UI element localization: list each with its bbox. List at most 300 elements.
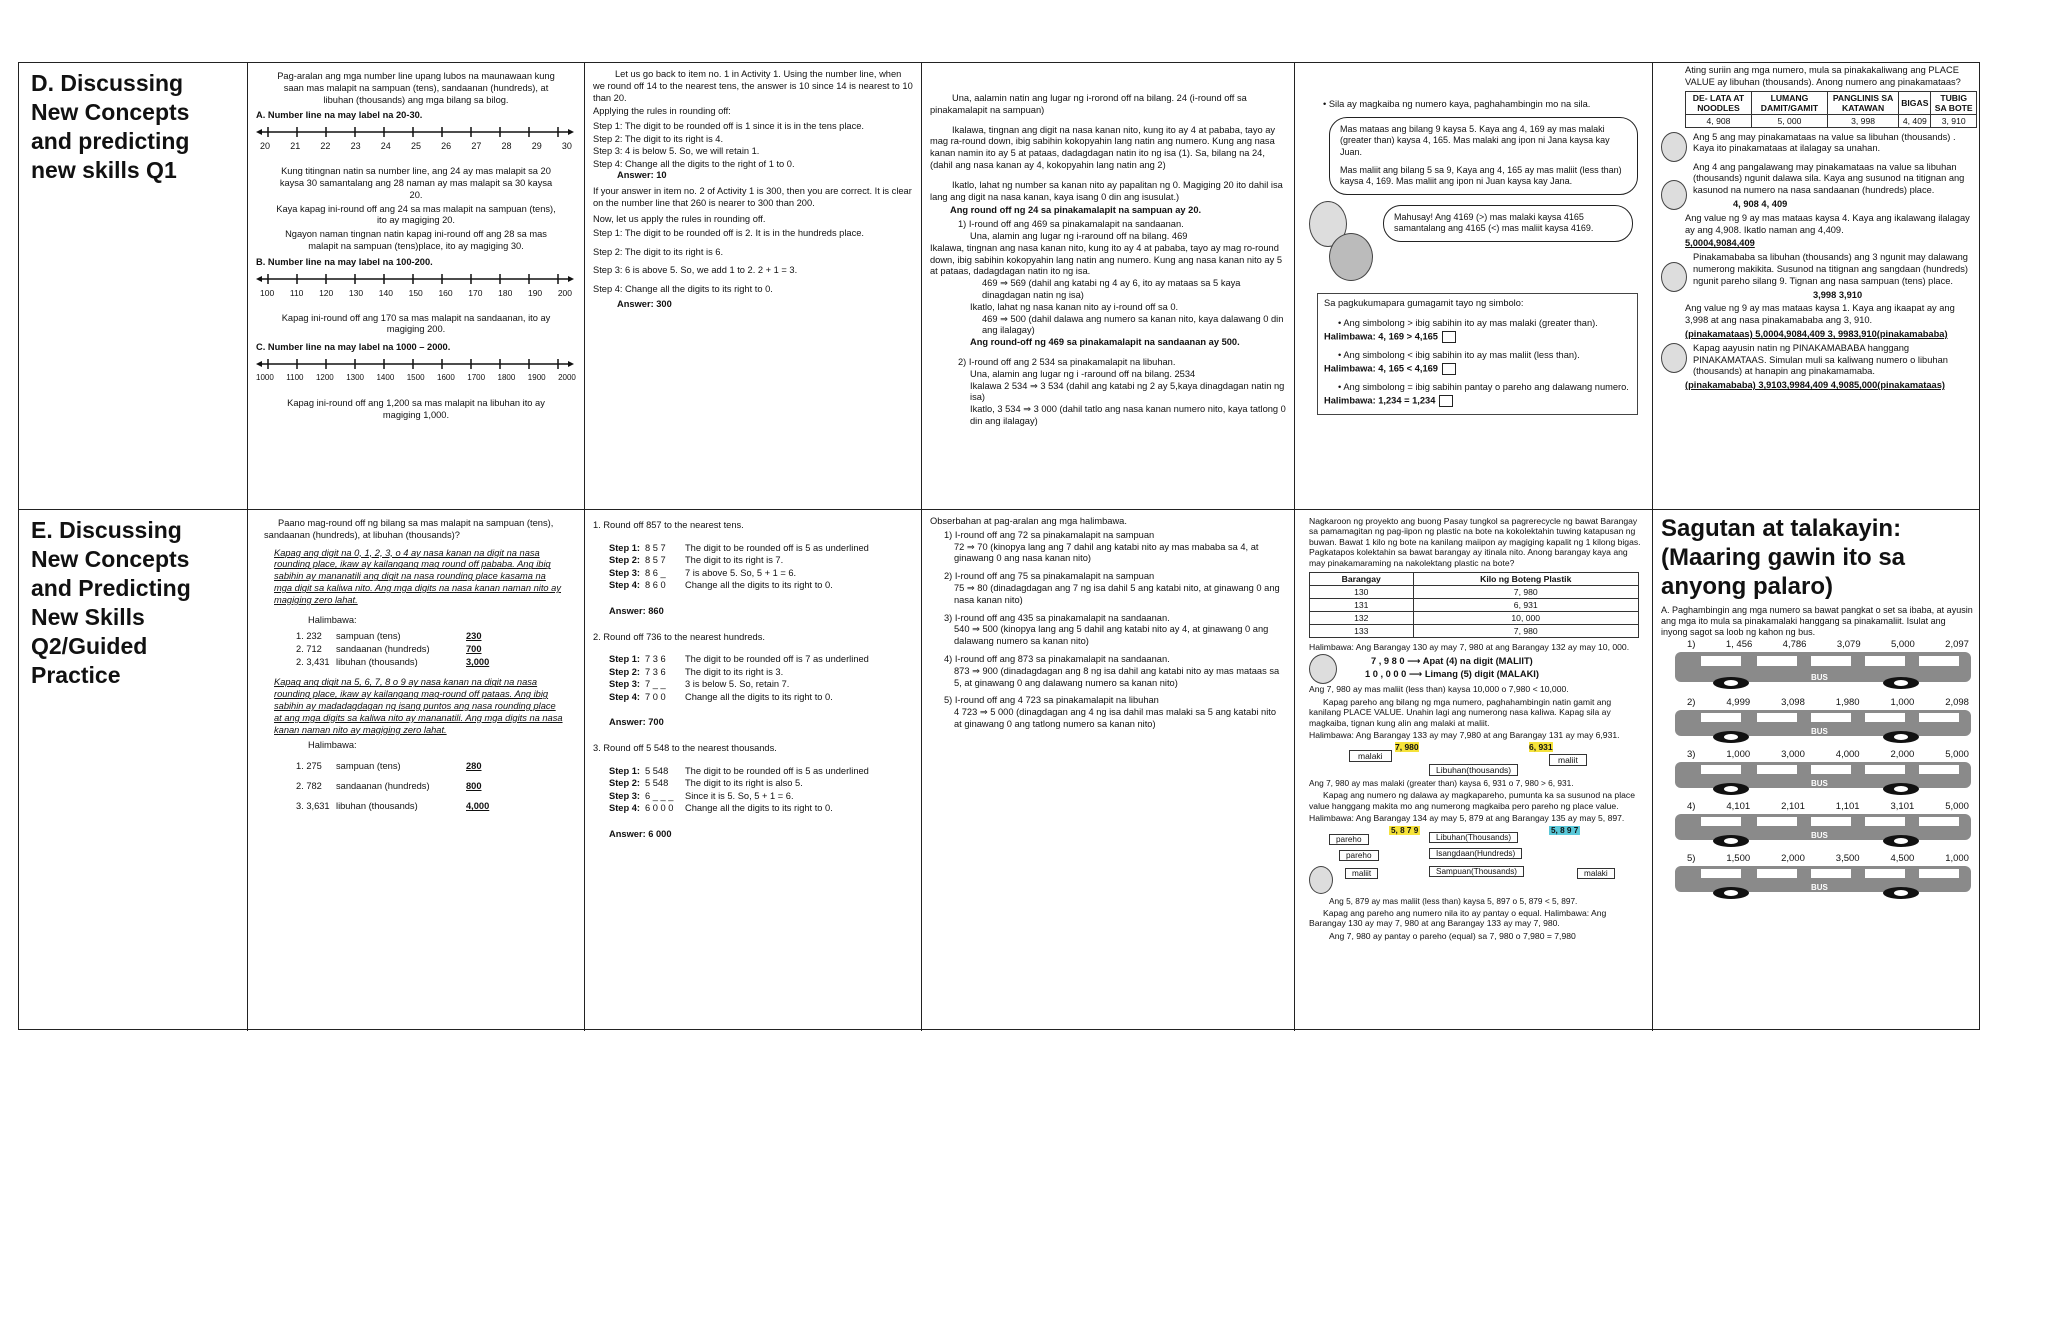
tick: 29 [531, 141, 542, 152]
digit-line: 7 , 9 8 0 ⟶ Apat (4) na digit (MALIIT) [1371, 655, 1533, 666]
step-row [609, 579, 913, 592]
step-row [609, 542, 913, 555]
bus-value: 5,000 [1945, 749, 1969, 761]
bus-value: 1,500 [1726, 853, 1751, 865]
tag-box: malaki [1577, 868, 1615, 879]
steps-table [593, 542, 913, 592]
steps-list [593, 227, 913, 295]
example-row [296, 643, 576, 656]
number-line-c [256, 356, 576, 390]
symbol-label: Ang simbolong > ibig sabihin ito ay mas malaki (greater than). [1343, 317, 1598, 328]
column-header: TUBIG SA BOTE [1931, 91, 1977, 114]
step-row [609, 554, 913, 567]
tag-box: maliit [1345, 868, 1378, 879]
row-discussing-q1 [19, 63, 1979, 510]
step-label: Step 4: [609, 803, 640, 814]
bus-value: 4,000 [1835, 749, 1860, 761]
table-cell: 10, 000 [1413, 612, 1638, 625]
step: Step 4: Change all the digits to the right of 1 to 0. [593, 158, 795, 169]
bus-value: 4,101 [1726, 801, 1751, 813]
speech-bubble: Mahusay! Ang 4169 (>) mas malaki kaysa 4165 samantalang ang 4165 (<) mas maliit kaysa 4169. [1383, 205, 1633, 242]
tick-highlighted: 1200 [315, 372, 334, 382]
step-number: 7 3 6 [645, 666, 666, 677]
explanation-text: Pinakamababa sa libuhan (thousands) ang 3 ngunit may dalawang numerong makikita. Susunod na titignan ang sangdaan (hundreds) ngunit pareho silang 9. Tignan ang nasa sampuan (tens) place. [1693, 252, 1968, 286]
example-text: Ang 7, 980 ay mas maliit (less than) kaysa 10,000 o 7,980 < 10,000. [1309, 684, 1569, 695]
tick: 25 [410, 141, 421, 152]
bus-label: BUS [1811, 883, 1828, 893]
example-text: Halimbawa: Ang Barangay 133 ay may 7,980 at ang Barangay 131 ay may 6,931. [1309, 730, 1620, 741]
symbol-rule: • Ang simbolong < ibig sabihin ito ay mas maliit (less than). [1338, 349, 1580, 360]
example-item: 75 ⇒ 80 (dinadagdagan ang 7 ng isa dahil 5 ang katabi nito, at ginawang 0 ang nasa kanan nito) [954, 582, 1280, 605]
number-line-a-axis [256, 124, 574, 140]
row-discussing-q2 [19, 510, 1979, 1031]
number-highlight: 6, 931 [1529, 742, 1553, 753]
column-header: BIGAS [1899, 91, 1931, 114]
set-number: 2) [1687, 697, 1696, 709]
tick: 1000 [256, 372, 274, 382]
step: Step 2: The digit to its right is 4. [593, 133, 724, 144]
row-label-cell [19, 510, 248, 1031]
tick: 120 [319, 287, 334, 298]
barangay-table [1309, 572, 1639, 638]
example-number: 2. 712 [296, 644, 322, 655]
paragraph: Ikatlo, lahat ng nasa kanan nito ay i-round off sa 0. [970, 301, 1179, 312]
symbol-example [1324, 331, 1631, 343]
table-cell: 133 [1310, 625, 1414, 638]
place-box: Sampuan(Thousands) [1429, 866, 1524, 877]
paragraph: Ikatlo, 3 534 ⇒ 3 000 (dahil tatlo ang nasa kanan numero nito, kaya tatlong 0 din ang ilalagay) [970, 404, 1286, 426]
step-row [609, 802, 913, 815]
number-highlight: 5, 8 9 7 [1551, 825, 1579, 835]
paragraph: Ikalawa 2 534 ⇒ 3 534 (dahil ang katabi ng 2 ay 5,kaya dinagdagan natin ng isa) [970, 380, 1285, 403]
number-line-b-axis [256, 271, 574, 287]
comparing-numbers-dialogue [1295, 63, 1653, 509]
tick: 2000 [558, 372, 576, 382]
step-text: The digit to its right is 7. [685, 555, 784, 566]
example-item: 873 ⇒ 900 (dinadagdagan ang 8 ng isa dahil ang katabi nito ay mas mataas sa 5, at ginawang 0 ang dalawang numero sa kanan nito) [954, 665, 1280, 688]
bus-value: 1,980 [1835, 697, 1860, 709]
example-text: Kapag ang pareho ang numero nila ito ay pantay o equal. Halimbawa: Ang Barangay 130 ay may 7, 980 at ang Barangay 133 ay may 7, 980. [1309, 907, 1607, 929]
example-place: libuhan (thousands) [336, 657, 418, 668]
tick: 150 [408, 287, 423, 298]
symbol-example [1324, 395, 1631, 407]
bus-set [1661, 749, 1973, 793]
step-label: Step 2: [609, 555, 640, 566]
step: Step 3: 4 is below 5. So, we will retain 1. [593, 146, 760, 157]
question: 2. Round off 736 to the nearest hundreds. [593, 631, 765, 642]
table-cell: 132 [1310, 612, 1414, 625]
steps-table [593, 765, 913, 815]
bus-value: 2,000 [1781, 853, 1805, 865]
bus-set [1661, 853, 1973, 897]
explanation-text: Kapag ini-round off ang 1,200 sa mas malapit na libuhan ito ay magiging 1,000. [287, 397, 545, 420]
step-text: 7 is above 5. So, 5 + 1 = 6. [685, 567, 797, 578]
bus-value: 1,000 [1890, 697, 1915, 709]
table-cell: 130 [1310, 586, 1414, 599]
step: Step 4: Change all the digits to its right to 0. [593, 283, 773, 294]
step: Step 2: The digit to its right is 6. [593, 246, 724, 257]
table-cell: 4, 908 [1686, 114, 1752, 127]
explanation-text: Kung titingnan natin sa number line, ang 24 ay mas malapit sa 20 kaysa 30 samantalang ang 28 naman ay mas malapit sa 30 kaysa 20. [279, 166, 553, 200]
question-text: Paano mag-round off ng bilang sa mas malapit na sampuan (tens), sandaanan (hundreds), at libuhan (thousands)? [264, 518, 554, 540]
rule-text: Kapag ang digit na 0, 1, 2, 3, o 4 ay nasa kanan na digit na nasa rounding place, ikaw ay kailangang mag round off pababa. Ang ibig sabihin ay mananatili ang digit na nasa rounding place kasama na mga digit sa kaliwa nito. Ang mga digits na nasa kanan naman nito ay magiging zero lahat. [274, 547, 561, 605]
tick: 160 [438, 287, 453, 298]
row-label-cell [19, 63, 248, 509]
bus-value: 5,000 [1891, 639, 1915, 651]
tick: 27 [471, 141, 482, 152]
number-line-c-axis [256, 356, 574, 372]
example-answer: 230 [466, 631, 482, 642]
bubble-text: Mas mataas ang bilang 9 kaysa 5. Kaya ang 4, 169 ay mas malaki (greater than) kaysa 4, 165. Mas malaki ang ipon ni Jana kaysa kay Juan. [1340, 123, 1610, 157]
example-answer: 4,000 [466, 801, 490, 812]
step-text: Change all the digits to its right to 0. [685, 803, 833, 814]
number-line-a [256, 124, 576, 158]
paragraph: Una, aalamin natin ang lugar ng i-rorond off na bilang. 24 (i-round off sa pinakamalapit na sampuan) [930, 93, 1247, 115]
symbol-example-label: Halimbawa: 4, 165 < 4,169 [1324, 363, 1438, 374]
table-cell: 7, 980 [1413, 625, 1638, 638]
table-header-row [1686, 91, 1977, 114]
answer: Answer: 10 [617, 170, 667, 181]
rounding-steps-tagalog [922, 63, 1295, 509]
bus-value: 1,101 [1835, 801, 1860, 813]
bus-value: 4,999 [1726, 697, 1751, 709]
place-box: Libuhan(Thousands) [1429, 832, 1518, 843]
bus-value: 3,098 [1781, 697, 1805, 709]
paragraph: Ikalawa, tingnan ang digit na nasa kanan nito, kung ito ay 4 at pababa, tayo ay mag ra-round down, ibig sabihin kokopyahin lang natin ang numero. Kung ang nasa kanan namin ito ay 5 at pataas, dadagdagan natin ito ng isa (1). Sa, bilang na 24, (dahil ang nasa kanan ay 4, kokopyahin lang natin ang 2) [930, 124, 1276, 170]
rounding-rules-tagalog [248, 510, 585, 1031]
example-text: Kapag pareho ang bilang ng mga numero, paghahambingin natin gamit ang kanilang PLACE VALUE. Unahin lagi ang numerong nasa kaliwa. Kapag sila ay magkaiba, tignan kung alin ang malaki at maliit. [1309, 696, 1612, 728]
set-number: 4) [1687, 801, 1696, 813]
tick: 1700 [467, 372, 486, 382]
explanation-text: Ang value ng 9 ay mas mataas kaysa 4. Kaya ang ikalawang ilalagay ay ang 4,908. Ikatlo naman ang 4,409. [1685, 212, 1970, 235]
tick: 1100 [286, 372, 304, 382]
examples-list [296, 630, 576, 669]
tick: 1800 [497, 372, 516, 382]
compare-numbers: 3,998 3,910 [1813, 289, 1863, 300]
bus-value: 2,098 [1945, 697, 1969, 709]
question: 1. Round off 857 to the nearest tens. [593, 520, 744, 530]
explanation-text: Ang 5 ang may pinakamataas na value sa libuhan (thousands) . Kaya ito pinakamataas at ilalagay sa unahan. [1693, 131, 1956, 154]
explanation-block [1661, 162, 1973, 213]
bus-numbers [1661, 639, 1973, 650]
step: Step 1: The digit to be rounded off is 2. It is in the hundreds place. [593, 228, 864, 239]
tick: 200 [557, 287, 572, 298]
example-answer: 800 [466, 781, 482, 792]
paragraph: 469 ⇒ 569 (dahil ang katabi ng 4 ay 6, ito ay mataas sa 5 kaya dinagdagan natin ng isa) [982, 278, 1241, 300]
column-header: PANGLINIS SA KATAWAN [1827, 91, 1898, 114]
table-cell: 5, 000 [1751, 114, 1827, 127]
step-label: Step 1: [609, 765, 640, 776]
explanation-text: Ang value ng 9 ay mas mataas kaysa 1. Kaya ang ikaapat ay ang 3,998 at ang nasa pinakamababa ang 3, 910. [1685, 303, 1955, 326]
compare-numbers: 4, 908 4, 409 [1733, 198, 1788, 209]
explanation-block [1661, 343, 1973, 380]
steps-list [593, 120, 913, 170]
bus-numbers [1661, 853, 1973, 864]
bus-value: 1,000 [1945, 853, 1969, 865]
table-row [1686, 114, 1977, 127]
example-place: sampuan (tens) [336, 761, 401, 772]
ordered-sequence: 5,0004,9084,409 [1685, 238, 1755, 249]
answer: Answer: 860 [609, 605, 664, 616]
tick: 23 [350, 141, 361, 152]
rule-text: Kapag ang digit na 5, 6, 7, 8 o 9 ay nasa kanan na digit na nasa rounding place, ikaw ay kailangang mag-round off pataas. Ang ibig sabihin ay madadagdagan ng isang puntos ang nasa rounding place at ang mga digits sa kaliwa nito ay mananatili. Ang mga digits na nasa kanan naman nito ay magiging zero lahat. [274, 677, 563, 735]
answer-box[interactable] [1442, 331, 1456, 343]
tick: 20 [260, 141, 271, 152]
example-text: Ang 7, 980 ay pantay o pareho (equal) sa 7, 980 o 7,980 = 7,980 [1329, 930, 1576, 941]
bus-value: 1, 456 [1725, 639, 1753, 651]
step-text: Change all the digits to its right to 0. [685, 691, 833, 702]
bus-icon [1661, 708, 1973, 744]
speech-bubble [1329, 117, 1638, 195]
paragraph: Ang round off ng 24 sa pinakamalapit na sampuan ay 20. [950, 205, 1202, 216]
tick: 110 [289, 287, 304, 298]
teacher-icon [1661, 132, 1687, 162]
symbols-box [1317, 293, 1638, 415]
question: 3. Round off 5 548 to the nearest thousands. [593, 743, 777, 754]
tick: 21 [290, 141, 301, 152]
example-place: libuhan (thousands) [336, 801, 418, 812]
step-number: 6 _ _ _ [645, 790, 674, 801]
answer: Answer: 300 [617, 299, 672, 310]
explanation-text: Ngayon naman tingnan natin kapag ini-round off ang 28 sa mas malapit na sampuan (tens)place, ito ay magiging 30. [285, 229, 547, 251]
number-line-b [256, 271, 576, 305]
answer-box[interactable] [1442, 363, 1456, 375]
example-row [296, 796, 576, 816]
tick: 100 [260, 287, 275, 298]
tick: 26 [441, 141, 452, 152]
bus-label: BUS [1811, 831, 1828, 841]
tick: 1600 [437, 372, 455, 382]
number-highlight: 7, 980 [1395, 742, 1419, 753]
steps-table [593, 653, 913, 703]
intro-text: Ating suriin ang mga numero, mula sa pinakakaliwang ang PLACE VALUE ay libuhan (thousands). Anong numero ang pinakamataas? [1685, 65, 1961, 87]
bus-numbers [1661, 801, 1973, 812]
example-row [296, 756, 576, 776]
bus-set [1661, 697, 1973, 741]
step: Step 3: 6 is above 5. So, we add 1 to 2. 2 + 1 = 3. [593, 265, 798, 276]
tick: 140 [378, 287, 393, 298]
step-number: 7 _ _ [645, 679, 666, 690]
column-header: Kilo ng Boteng Plastik [1413, 573, 1638, 586]
digit-line: 1 0 , 0 0 0 ⟶ Limang (5) digit (MALAKI) [1365, 669, 1539, 680]
tick: 190 [527, 287, 543, 298]
example-row [296, 656, 576, 669]
boy-character-icon [1329, 233, 1373, 281]
examples-list [296, 756, 576, 816]
set-number: 5) [1687, 853, 1696, 865]
symbol-label: Ang simbolong = ibig sabihin pantay o pareho ang dalawang numero. [1343, 381, 1629, 392]
tag-box: maliit [1549, 754, 1587, 766]
student-icon [1309, 654, 1337, 684]
step-row [609, 567, 913, 580]
tick: 22 [320, 141, 331, 152]
step-row [609, 653, 913, 666]
example-item: 540 ⇒ 500 (kinopya lang ang 5 dahil ang katabi nito ay 4, at ginawang 0 ang dalawang numero sa kanan nito) [954, 624, 1269, 647]
step-number: 6 0 0 0 [645, 803, 674, 814]
intro-text: Obserbahan at pag-aralan ang mga halimbawa. [930, 516, 1127, 526]
explanation-text: Kaya kapag ini-round off ang 24 sa mas malapit na sampuan (tens), ito ay magiging 20. [276, 203, 556, 226]
bus-numbers [1661, 749, 1973, 760]
number-line-b-ticks [256, 288, 576, 298]
symbol-example [1324, 363, 1631, 375]
instructions: A. Paghambingin ang mga numero sa bawat pangkat o set sa ibaba, at ayusin ang mga ito mula sa pinakamalaki hanggang sa pinakamaliit. Isulat ang inyong sagot sa loob ng kahon ng bus. [1661, 605, 1973, 637]
example-item: 72 ⇒ 70 (kinopya lang ang 7 dahil ang katabi nito ay mas mababa sa 4, at ginawang 0 ang nasa kanan nito) [954, 541, 1259, 564]
digit-compare [1309, 654, 1644, 684]
step-label: Step 3: [609, 790, 640, 801]
step: Step 1: The digit to be rounded off is 1 since it is in the tens place. [593, 121, 864, 132]
table-row [1310, 586, 1639, 599]
paragraph: Una, alamin ang lugar ng i-raround off na bilang. 469 [970, 230, 1188, 241]
guided-practice-tagalog [922, 510, 1295, 1031]
step-text: Change all the digits to its right to 0. [685, 580, 833, 591]
step-label: Step 4: [609, 580, 640, 591]
step-label: Step 2: [609, 778, 640, 789]
tag-box: malaki [1349, 750, 1392, 762]
step-number: 8 5 7 [645, 542, 666, 553]
intro-text: Pag-aralan ang mga number line upang lubos na maunawaan kung saan mas malapit na sampuan (tens), sandaanan (hundreds), at libuhan (thousands) ang mga bilang sa bilog. [277, 71, 555, 105]
bus-value: 5,000 [1945, 801, 1969, 813]
example-answer: 700 [466, 644, 482, 655]
bus-icon [1661, 760, 1973, 796]
tick-highlighted: 24 [380, 141, 391, 152]
paragraph: 2) I-round off ang 2 534 sa pinakamalapit na libuhan. [958, 356, 1176, 367]
answer: Answer: 6 000 [609, 828, 672, 839]
example-place: sampuan (tens) [336, 631, 401, 642]
column-header: DE- LATA AT NOODLES [1686, 91, 1752, 114]
step-label: Step 2: [609, 666, 640, 677]
paragraph: Ikatlo, lahat ng number sa kanan nito ay papalitan ng 0. Magiging 20 ito dahil isa lang ang digit na nasa kanan, kaya isang 0 din ang isusulat.) [930, 179, 1283, 202]
tick: 1500 [406, 372, 425, 382]
tick-highlighted: 28 [501, 141, 512, 152]
table-row [1310, 612, 1639, 625]
example-number: 2. 782 [296, 781, 322, 792]
step-text: 3 is below 5. So, retain 7. [685, 679, 790, 690]
bus-value: 4,500 [1890, 853, 1915, 865]
place-box: Isangdaan(Hundreds) [1429, 848, 1522, 859]
tag-box: pareho [1329, 834, 1369, 845]
example-row [296, 630, 576, 643]
tick-highlighted: 170 [468, 287, 483, 298]
step-number: 7 0 0 [645, 691, 666, 702]
place-value-diagram [1309, 742, 1644, 778]
bus-value: 2,097 [1945, 639, 1969, 651]
student-icon [1309, 866, 1333, 894]
example-number: 1. 232 [296, 631, 322, 642]
tick: 30 [561, 141, 572, 152]
tick: 130 [348, 287, 364, 298]
set-number: 3) [1687, 749, 1696, 761]
number-line-a-title: A. Number line na may label na 20-30. [256, 110, 423, 121]
characters-area [1303, 201, 1644, 287]
explanation-text: Ang 4 ang pangalawang may pinakamataas na value sa libuhan (thousands) ngunit dalawa sila. Kaya ang susunod na titignan ang kasunod na numero na nasa sandaanan (hundreds) place. [1693, 161, 1965, 196]
answer-box[interactable] [1439, 395, 1453, 407]
step-number: 5 548 [645, 778, 669, 789]
example-item: 2) I-round off ang 75 sa pinakamalapit na sampuan [944, 571, 1155, 582]
ordered-sequence: (pinakamababa) 3,9103,9984,409 4,9085,000(pinakamataas) [1685, 380, 1945, 391]
step-text: The digit to be rounded off is 5 as underlined [685, 765, 869, 776]
student-icon [1661, 180, 1687, 210]
step-row [609, 666, 913, 679]
step-label: Step 1: [609, 654, 640, 665]
step-row [609, 790, 913, 803]
paragraph: Now, let us apply the rules in rounding off. [593, 213, 766, 224]
example-number: 2. 3,431 [296, 657, 330, 668]
step-number: 5 548 [645, 765, 669, 776]
step-label: Step 4: [609, 691, 640, 702]
table-cell: 131 [1310, 599, 1414, 612]
bus-icon [1661, 812, 1973, 848]
student-icon [1661, 343, 1687, 373]
number-line-b-title: B. Number line na may label na 100-200. [256, 256, 433, 267]
lesson-plan-table [18, 62, 1980, 1030]
table-cell: 6, 931 [1413, 599, 1638, 612]
example-item: 4) I-round off ang 873 sa pinakamalapit na sandaanan. [944, 653, 1170, 664]
example-item: 5) I-round off ang 4 723 sa pinakamalapit na libuhan [944, 695, 1159, 706]
step-text: The digit to its right is 3. [685, 666, 784, 677]
number-line-a-ticks [256, 141, 576, 151]
number-line-c-ticks [256, 373, 576, 382]
step-number: 8 6 0 [645, 580, 666, 591]
step-label: Step 1: [609, 542, 640, 553]
bus-icon [1661, 650, 1973, 690]
symbol-example-label: Halimbawa: 4, 169 > 4,165 [1324, 331, 1438, 342]
tag-box: pareho [1339, 850, 1379, 861]
row-label: E. Discussing New Concepts and Predicting New Skills Q2/Guided Practice [31, 517, 191, 688]
bus-value: 3,101 [1890, 801, 1915, 813]
paragraph: 469 ⇒ 500 (dahil dalawa ang numero sa kanan nito, kaya dalawang 0 din ang ilalagay) [982, 313, 1284, 336]
step-row [609, 765, 913, 778]
bubble-text: Mas maliit ang bilang 5 sa 9, Kaya ang 4, 165 ay mas maliit (less than) kaysa 4, 169. Mas maliit ang ipon ni Juan kaysa kay Jana. [1340, 164, 1622, 187]
place-value-diagram [1309, 826, 1644, 896]
bus-value: 2,000 [1890, 749, 1915, 761]
step-label: Step 3: [609, 567, 640, 578]
paragraph: Ang round-off ng 469 sa pinakamalapit na sandaanan ay 500. [970, 337, 1240, 348]
tick: 180 [498, 287, 513, 298]
answer: Answer: 700 [609, 717, 664, 728]
example-item: 3) I-round off ang 435 sa pinakamalapit na sandaanan. [944, 612, 1170, 623]
comparing-barangay-lesson [1295, 510, 1653, 1031]
step-number: 8 6 _ [645, 567, 666, 578]
example-number: 3. 3,631 [296, 801, 330, 812]
bus-value: 4,786 [1782, 639, 1807, 651]
paragraph: Una, alamin ang lugar ng i -raround off na bilang. 2534 [970, 368, 1196, 379]
bus-value: 3,079 [1836, 639, 1861, 651]
paragraph: 1) I-round off ang 469 sa pinakamalapit na sandaanan. [958, 219, 1184, 230]
bus-set [1661, 639, 1973, 689]
tick: 1300 [346, 372, 364, 382]
bus-label: BUS [1811, 779, 1828, 789]
bus-set [1661, 801, 1973, 845]
intro-text: Nagkaroon ng proyekto ang buong Pasay tungkol sa pagrerecycle ng bawat Barangay sa pamamagitan ng pag-iipon ng plastic na bote na kokolektahin tuwing katapusan ng buwan. Bawat 1 kilo ng bote na kanilang maiipon ay magiging kapalit ng 1 kilong bigas. Pagkatapos kolektahin sa bawat barangay ay itinala nito. Anong barangay kaya ang may pinakamaraming na nakolektang plastic na bote? [1309, 516, 1641, 568]
explanation-block [1661, 252, 1973, 303]
donations-table [1685, 91, 1977, 128]
example-heading: Halimbawa: [308, 740, 357, 751]
example-row [296, 776, 576, 796]
step-row [609, 777, 913, 790]
guided-practice-english [585, 510, 922, 1031]
column-header: Barangay [1310, 573, 1414, 586]
table-row [1310, 625, 1639, 638]
paragraph: Let us go back to item no. 1 in Activity 1. Using the number line, when we round off 14 to the nearest tens, the answer is 10 since 14 is nearest to 10 than 20. [593, 69, 913, 103]
paragraph: Applying the rules in rounding off: [593, 106, 731, 117]
bullet-text: • Sila ay magkaiba ng numero kaya, paghahambingin mo na sila. [1323, 99, 1591, 109]
bus-label: BUS [1811, 727, 1828, 737]
set-number: 1) [1687, 639, 1696, 651]
explanation-block [1661, 132, 1973, 162]
paragraph: Ikalawa, tingnan ang nasa kanan nito, kung ito ay 4 at pababa, tayo ay mag ro-round down, ibig sabihin kokopyahin lang natin ang numero. Kung ang nasa kanan nito ay 5 at pataas, dadagdagan natin ito ng isa. [930, 242, 1282, 277]
example-text: Halimbawa: Ang Barangay 134 ay may 5, 879 at ang Barangay 135 ay may 5, 897. [1309, 813, 1625, 824]
example-item: 1) I-round off ang 72 sa pinakamalapit na sampuan [944, 529, 1155, 540]
